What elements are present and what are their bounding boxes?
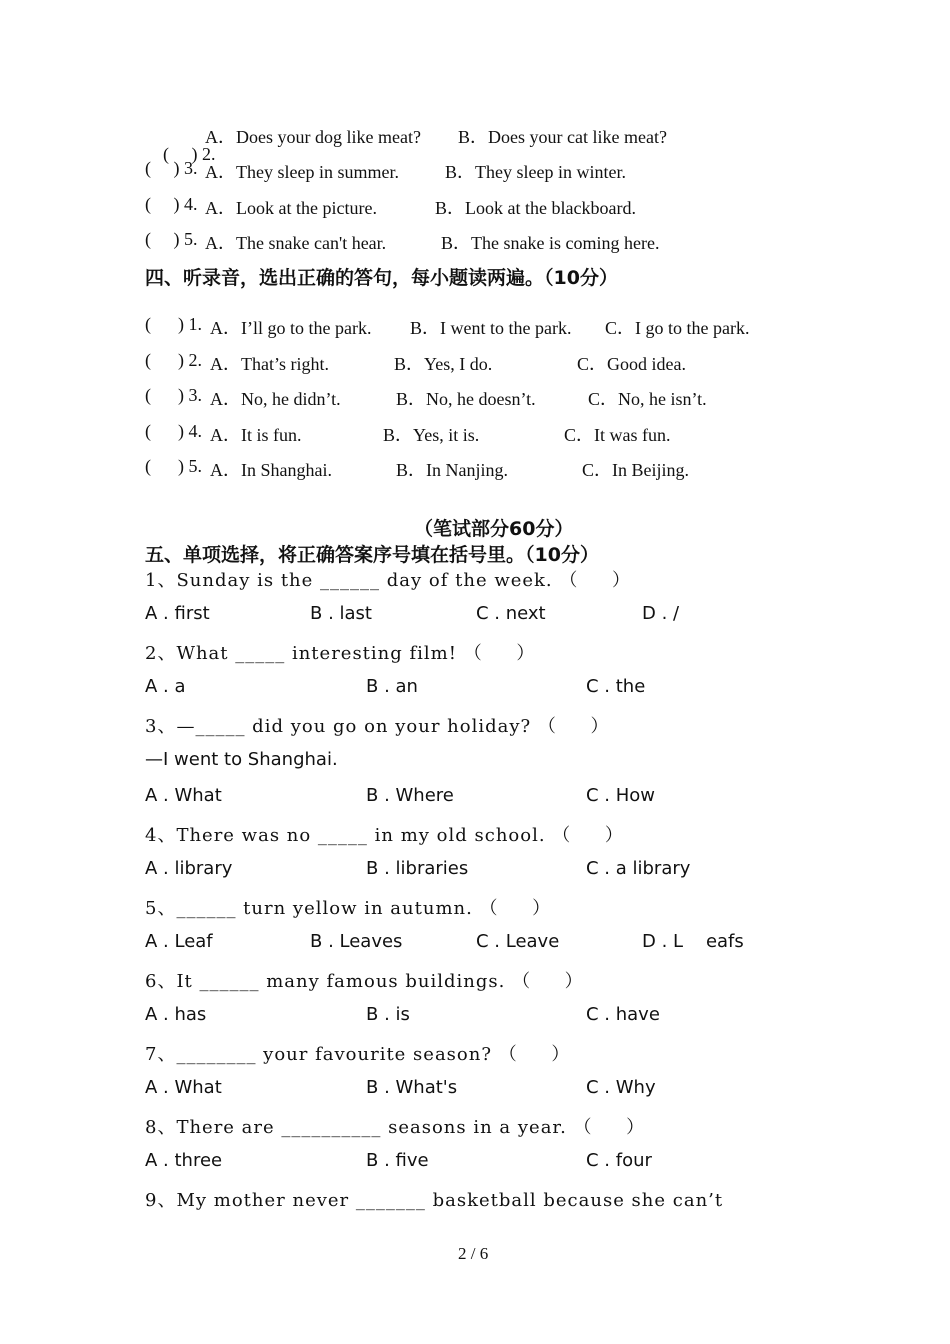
option-a: A . three xyxy=(145,1150,223,1171)
option-b: B . five xyxy=(366,1150,429,1171)
option-b: B . Leaves xyxy=(310,931,403,952)
option-b: B．They sleep in winter. xyxy=(445,162,626,182)
option-c: C . Leave xyxy=(476,931,560,952)
answer-bracket: ( ) 4. xyxy=(145,194,198,214)
answer-line: —I went to Shanghai. xyxy=(145,749,338,770)
option-a: A . a xyxy=(145,676,186,697)
option-b: B．No, he doesn’t. xyxy=(396,389,536,409)
option-a: A．In Shanghai. xyxy=(210,460,332,480)
option-a: A . library xyxy=(145,858,233,879)
option-a: A．It is fun. xyxy=(210,425,302,445)
answer-bracket: ( ) 3. xyxy=(145,158,198,178)
question-7: 7、________ your favourite season? （ ） xyxy=(145,1044,571,1065)
option-b: B．The snake is coming here. xyxy=(441,233,660,253)
option-a: A . first xyxy=(145,603,210,624)
page-number: 2 / 6 xyxy=(458,1244,489,1263)
question-9: 9、My mother never _______ basketball because she can’t xyxy=(145,1190,724,1211)
answer-bracket: ( ) 4. xyxy=(145,421,202,441)
option-b: B . last xyxy=(310,603,372,624)
option-c: C．Good idea. xyxy=(577,354,686,374)
answer-bracket: ( ) 3. xyxy=(145,385,202,405)
option-a: A．They sleep in summer. xyxy=(205,162,399,182)
option-d: D . / xyxy=(642,603,680,624)
option-a: A．Does your dog like meat? xyxy=(205,127,421,147)
option-c: C . four xyxy=(586,1150,652,1171)
option-a: A．I’ll go to the park. xyxy=(210,318,372,338)
option-c: C . the xyxy=(586,676,646,697)
option-a: A．The snake can't hear. xyxy=(205,233,387,253)
option-d: D . L eafs xyxy=(642,931,744,952)
question-8: 8、There are __________ seasons in a year. （ ） xyxy=(145,1117,646,1138)
written-part-title: （笔试部分60分） xyxy=(414,518,574,540)
question-6: 6、It ______ many famous buildings. （ ） xyxy=(145,971,584,992)
option-a: A．Look at the picture. xyxy=(205,198,377,218)
option-c: C．In Beijing. xyxy=(582,460,689,480)
section4-heading: 四、听录音，选出正确的答句，每小题读两遍。（10分） xyxy=(145,267,618,289)
section5-heading: 五、单项选择，将正确答案序号填在括号里。（10分） xyxy=(145,544,599,566)
option-c: C．No, he isn’t. xyxy=(588,389,707,409)
option-a: A．No, he didn’t. xyxy=(210,389,341,409)
option-c: C . How xyxy=(586,785,656,806)
option-b: B . is xyxy=(366,1004,410,1025)
option-b: B . What's xyxy=(366,1077,458,1098)
answer-bracket: ( ) 2. xyxy=(163,144,216,164)
question-4: 4、There was no _____ in my old school. （ ） xyxy=(145,825,624,846)
option-b: B . Where xyxy=(366,785,454,806)
option-c: C . Why xyxy=(586,1077,656,1098)
option-a: A . Leaf xyxy=(145,931,213,952)
option-b: B．Does your cat like meat? xyxy=(458,127,667,147)
option-b: B . an xyxy=(366,676,418,697)
option-c: C．I go to the park. xyxy=(605,318,750,338)
option-b: B．I went to the park. xyxy=(410,318,572,338)
option-a: A . What xyxy=(145,1077,222,1098)
option-b: B．Yes, I do. xyxy=(394,354,493,374)
answer-bracket: ( ) 5. xyxy=(145,456,202,476)
option-b: B．Yes, it is. xyxy=(383,425,480,445)
option-a: A . has xyxy=(145,1004,207,1025)
option-a: A．That’s right. xyxy=(210,354,329,374)
question-1: 1、Sunday is the ______ day of the week. （ ） xyxy=(145,570,631,591)
option-c: C．It was fun. xyxy=(564,425,671,445)
question-3: 3、—_____ did you go on your holiday? （ ） xyxy=(145,716,610,737)
option-c: C . have xyxy=(586,1004,660,1025)
answer-bracket: ( ) 1. xyxy=(145,314,202,334)
option-c: C . a library xyxy=(586,858,691,879)
option-b: B．Look at the blackboard. xyxy=(435,198,636,218)
answer-bracket: ( ) 2. xyxy=(145,350,202,370)
option-c: C . next xyxy=(476,603,546,624)
answer-bracket: ( ) 5. xyxy=(145,229,198,249)
option-b: B . libraries xyxy=(366,858,469,879)
question-5: 5、______ turn yellow in autumn. （ ） xyxy=(145,898,552,919)
option-a: A . What xyxy=(145,785,222,806)
question-2: 2、What _____ interesting film! （ ） xyxy=(145,643,536,664)
option-b: B．In Nanjing. xyxy=(396,460,508,480)
